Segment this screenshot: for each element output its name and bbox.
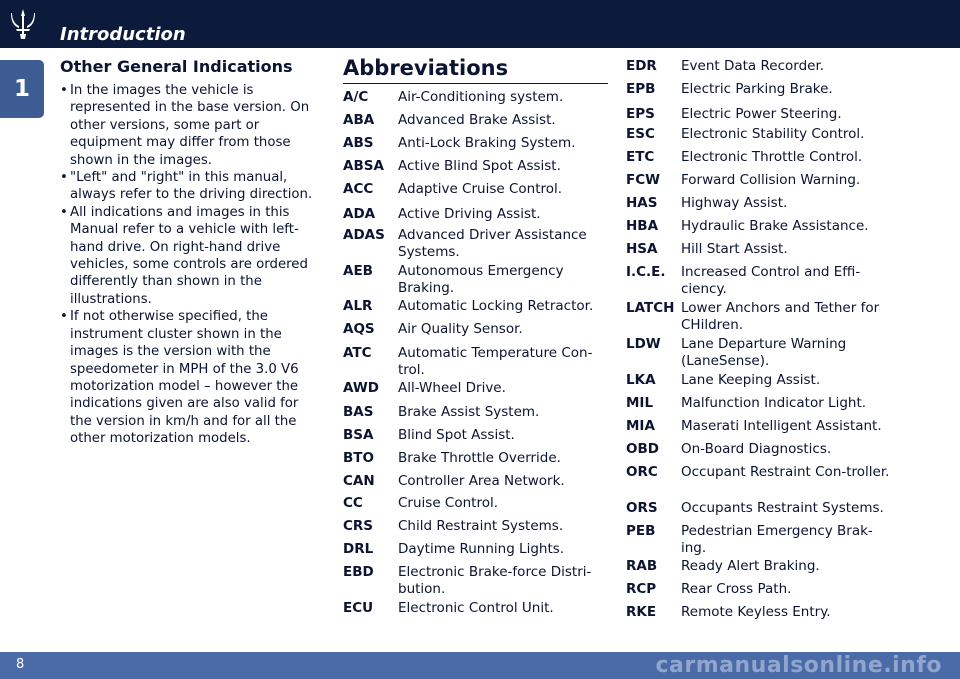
chapter-title: Introduction (60, 24, 186, 45)
abbreviation-term: AQS (343, 321, 375, 337)
abbreviation-term: CC (343, 495, 363, 511)
abbreviation-definition: Active Blind Spot Assist. (398, 158, 561, 174)
abbreviation-definition: Event Data Recorder. (681, 58, 825, 74)
trident-logo-icon (10, 8, 36, 40)
abbreviation-term: EPB (626, 81, 656, 97)
abbreviation-definition: Electric Power Steering. (681, 106, 842, 122)
abbreviation-term: DRL (343, 541, 374, 557)
abbreviation-term: CRS (343, 518, 374, 534)
abbreviation-definition: Daytime Running Lights. (398, 541, 565, 557)
page-header (0, 0, 960, 48)
abbreviation-definition: Advanced Driver Assistance Systems. (398, 227, 587, 260)
abbreviation-definition: Advanced Brake Assist. (398, 112, 556, 128)
page-footer (0, 652, 960, 679)
abbreviation-definition: Adaptive Cruise Control. (398, 181, 563, 197)
abbreviation-term: ESC (626, 126, 655, 142)
indications-list (60, 82, 322, 448)
abbreviation-definition: Active Driving Assist. (398, 206, 541, 222)
abbreviation-definition: Cruise Control. (398, 495, 499, 511)
abbreviation-term: LKA (626, 372, 656, 388)
abbreviation-term: MIL (626, 395, 654, 411)
abbreviation-term: PEB (626, 523, 656, 539)
abbreviation-term: EPS (626, 106, 655, 122)
list-item: • In the images the vehicle is represented in the base version. On other versions, some part or equipment may differ from those shown in the images. (60, 82, 322, 169)
abbreviation-term: HSA (626, 241, 658, 257)
abbreviation-term: ECU (343, 600, 374, 616)
abbreviation-definition: Anti-Lock Braking System. (398, 135, 576, 151)
abbreviation-definition: Increased Control and Effi-ciency. (681, 264, 861, 297)
abbreviation-definition: Hydraulic Brake Assistance. (681, 218, 869, 234)
abbreviation-definition: Malfunction Indicator Light. (681, 395, 867, 411)
abbreviation-definition: Brake Assist System. (398, 404, 540, 420)
abbreviation-definition: Maserati Intelligent Assistant. (681, 418, 882, 434)
abbreviations-title: Abbreviations (343, 56, 608, 84)
abbreviation-term: ABA (343, 112, 375, 128)
abbreviation-term: ADA (343, 206, 376, 222)
abbreviation-definition: On-Board Diagnostics. (681, 441, 832, 457)
abbreviation-definition: Lane Keeping Assist. (681, 372, 821, 388)
list-item: • "Left" and "right" in this manual, always refer to the driving direction. (60, 169, 322, 204)
abbreviation-term: ABS (343, 135, 374, 151)
abbreviation-term: BTO (343, 450, 374, 466)
abbreviation-definition: Air-Conditioning system. (398, 89, 564, 105)
abbreviation-definition: Remote Keyless Entry. (681, 604, 831, 620)
abbreviation-definition: Lane Departure Warning (LaneSense). (681, 336, 847, 369)
list-item: • All indications and images in this Manual refer to a vehicle with left-hand drive. On right-hand drive vehicles, some controls are ordered differently than shown in the illustrations. (60, 204, 322, 308)
abbreviation-definition: Occupants Restraint Systems. (681, 500, 884, 516)
abbreviation-definition: All-Wheel Drive. (398, 380, 506, 396)
abbreviation-definition: Electronic Brake-force Distri-bution. (398, 564, 592, 597)
abbreviation-definition: Hill Start Assist. (681, 241, 788, 257)
abbreviation-term: BSA (343, 427, 374, 443)
list-item: • If not otherwise specified, the instrument cluster shown in the images is the version with the speedometer in MPH of the 3.0 V6 motorization model – however the indications given are also valid for the version in km/h and for all the other motorization models. (60, 308, 322, 447)
abbreviation-definition: Rear Cross Path. (681, 581, 792, 597)
abbreviation-definition: Electronic Control Unit. (398, 600, 554, 616)
abbreviation-term: ALR (343, 298, 373, 314)
abbreviation-term: HBA (626, 218, 659, 234)
abbreviation-term: HAS (626, 195, 658, 211)
abbreviation-definition: Child Restraint Systems. (398, 518, 564, 534)
abbreviation-term: AWD (343, 380, 379, 396)
abbreviation-term: RCP (626, 581, 657, 597)
abbreviation-term: ETC (626, 149, 655, 165)
abbreviation-definition: Autonomous Emergency Braking. (398, 263, 564, 296)
abbreviation-definition: Air Quality Sensor. (398, 321, 523, 337)
section-title: Other General Indications (60, 57, 293, 76)
abbreviation-term: RAB (626, 558, 658, 574)
abbreviation-definition: Highway Assist. (681, 195, 788, 211)
abbreviation-definition: Blind Spot Assist. (398, 427, 515, 443)
abbreviation-term: EBD (343, 564, 374, 580)
abbreviation-term: EDR (626, 58, 657, 74)
abbreviation-definition: Automatic Locking Retractor. (398, 298, 594, 314)
abbreviation-term: AEB (343, 263, 373, 279)
abbreviation-term: FCW (626, 172, 661, 188)
abbreviation-term: ORS (626, 500, 658, 516)
chapter-number-tab: 1 (0, 60, 44, 118)
abbreviation-term: LDW (626, 336, 661, 352)
abbreviation-definition: Controller Area Network. (398, 473, 565, 489)
abbreviation-definition: Pedestrian Emergency Brak-ing. (681, 523, 873, 556)
abbreviation-definition: Brake Throttle Override. (398, 450, 561, 466)
abbreviation-term: RKE (626, 604, 657, 620)
abbreviation-definition: Forward Collision Warning. (681, 172, 861, 188)
general-indications-section (60, 57, 322, 448)
abbreviation-term: LATCH (626, 300, 675, 316)
abbreviation-definition: Automatic Temperature Con-trol. (398, 345, 593, 378)
abbreviation-term: BAS (343, 404, 374, 420)
abbreviation-term: I.C.E. (626, 264, 666, 280)
abbreviation-term: ORC (626, 464, 658, 480)
abbreviation-definition: Electronic Stability Control. (681, 126, 865, 142)
abbreviation-definition: Occupant Restraint Con-troller. (681, 464, 890, 480)
abbreviation-term: OBD (626, 441, 659, 457)
abbreviation-term: ADAS (343, 227, 385, 243)
abbreviation-term: CAN (343, 473, 375, 489)
abbreviation-definition: Ready Alert Braking. (681, 558, 820, 574)
page-number: 8 (16, 657, 25, 672)
abbreviation-term: A/C (343, 89, 369, 105)
abbreviation-term: ATC (343, 345, 372, 361)
abbreviation-definition: Electronic Throttle Control. (681, 149, 863, 165)
abbreviation-definition: Electric Parking Brake. (681, 81, 833, 97)
abbreviation-term: ACC (343, 181, 374, 197)
abbreviation-term: ABSA (343, 158, 384, 174)
abbreviation-term: MIA (626, 418, 655, 434)
watermark: carmanualsonline.info (655, 653, 942, 678)
abbreviation-definition: Lower Anchors and Tether for CHildren. (681, 300, 880, 333)
